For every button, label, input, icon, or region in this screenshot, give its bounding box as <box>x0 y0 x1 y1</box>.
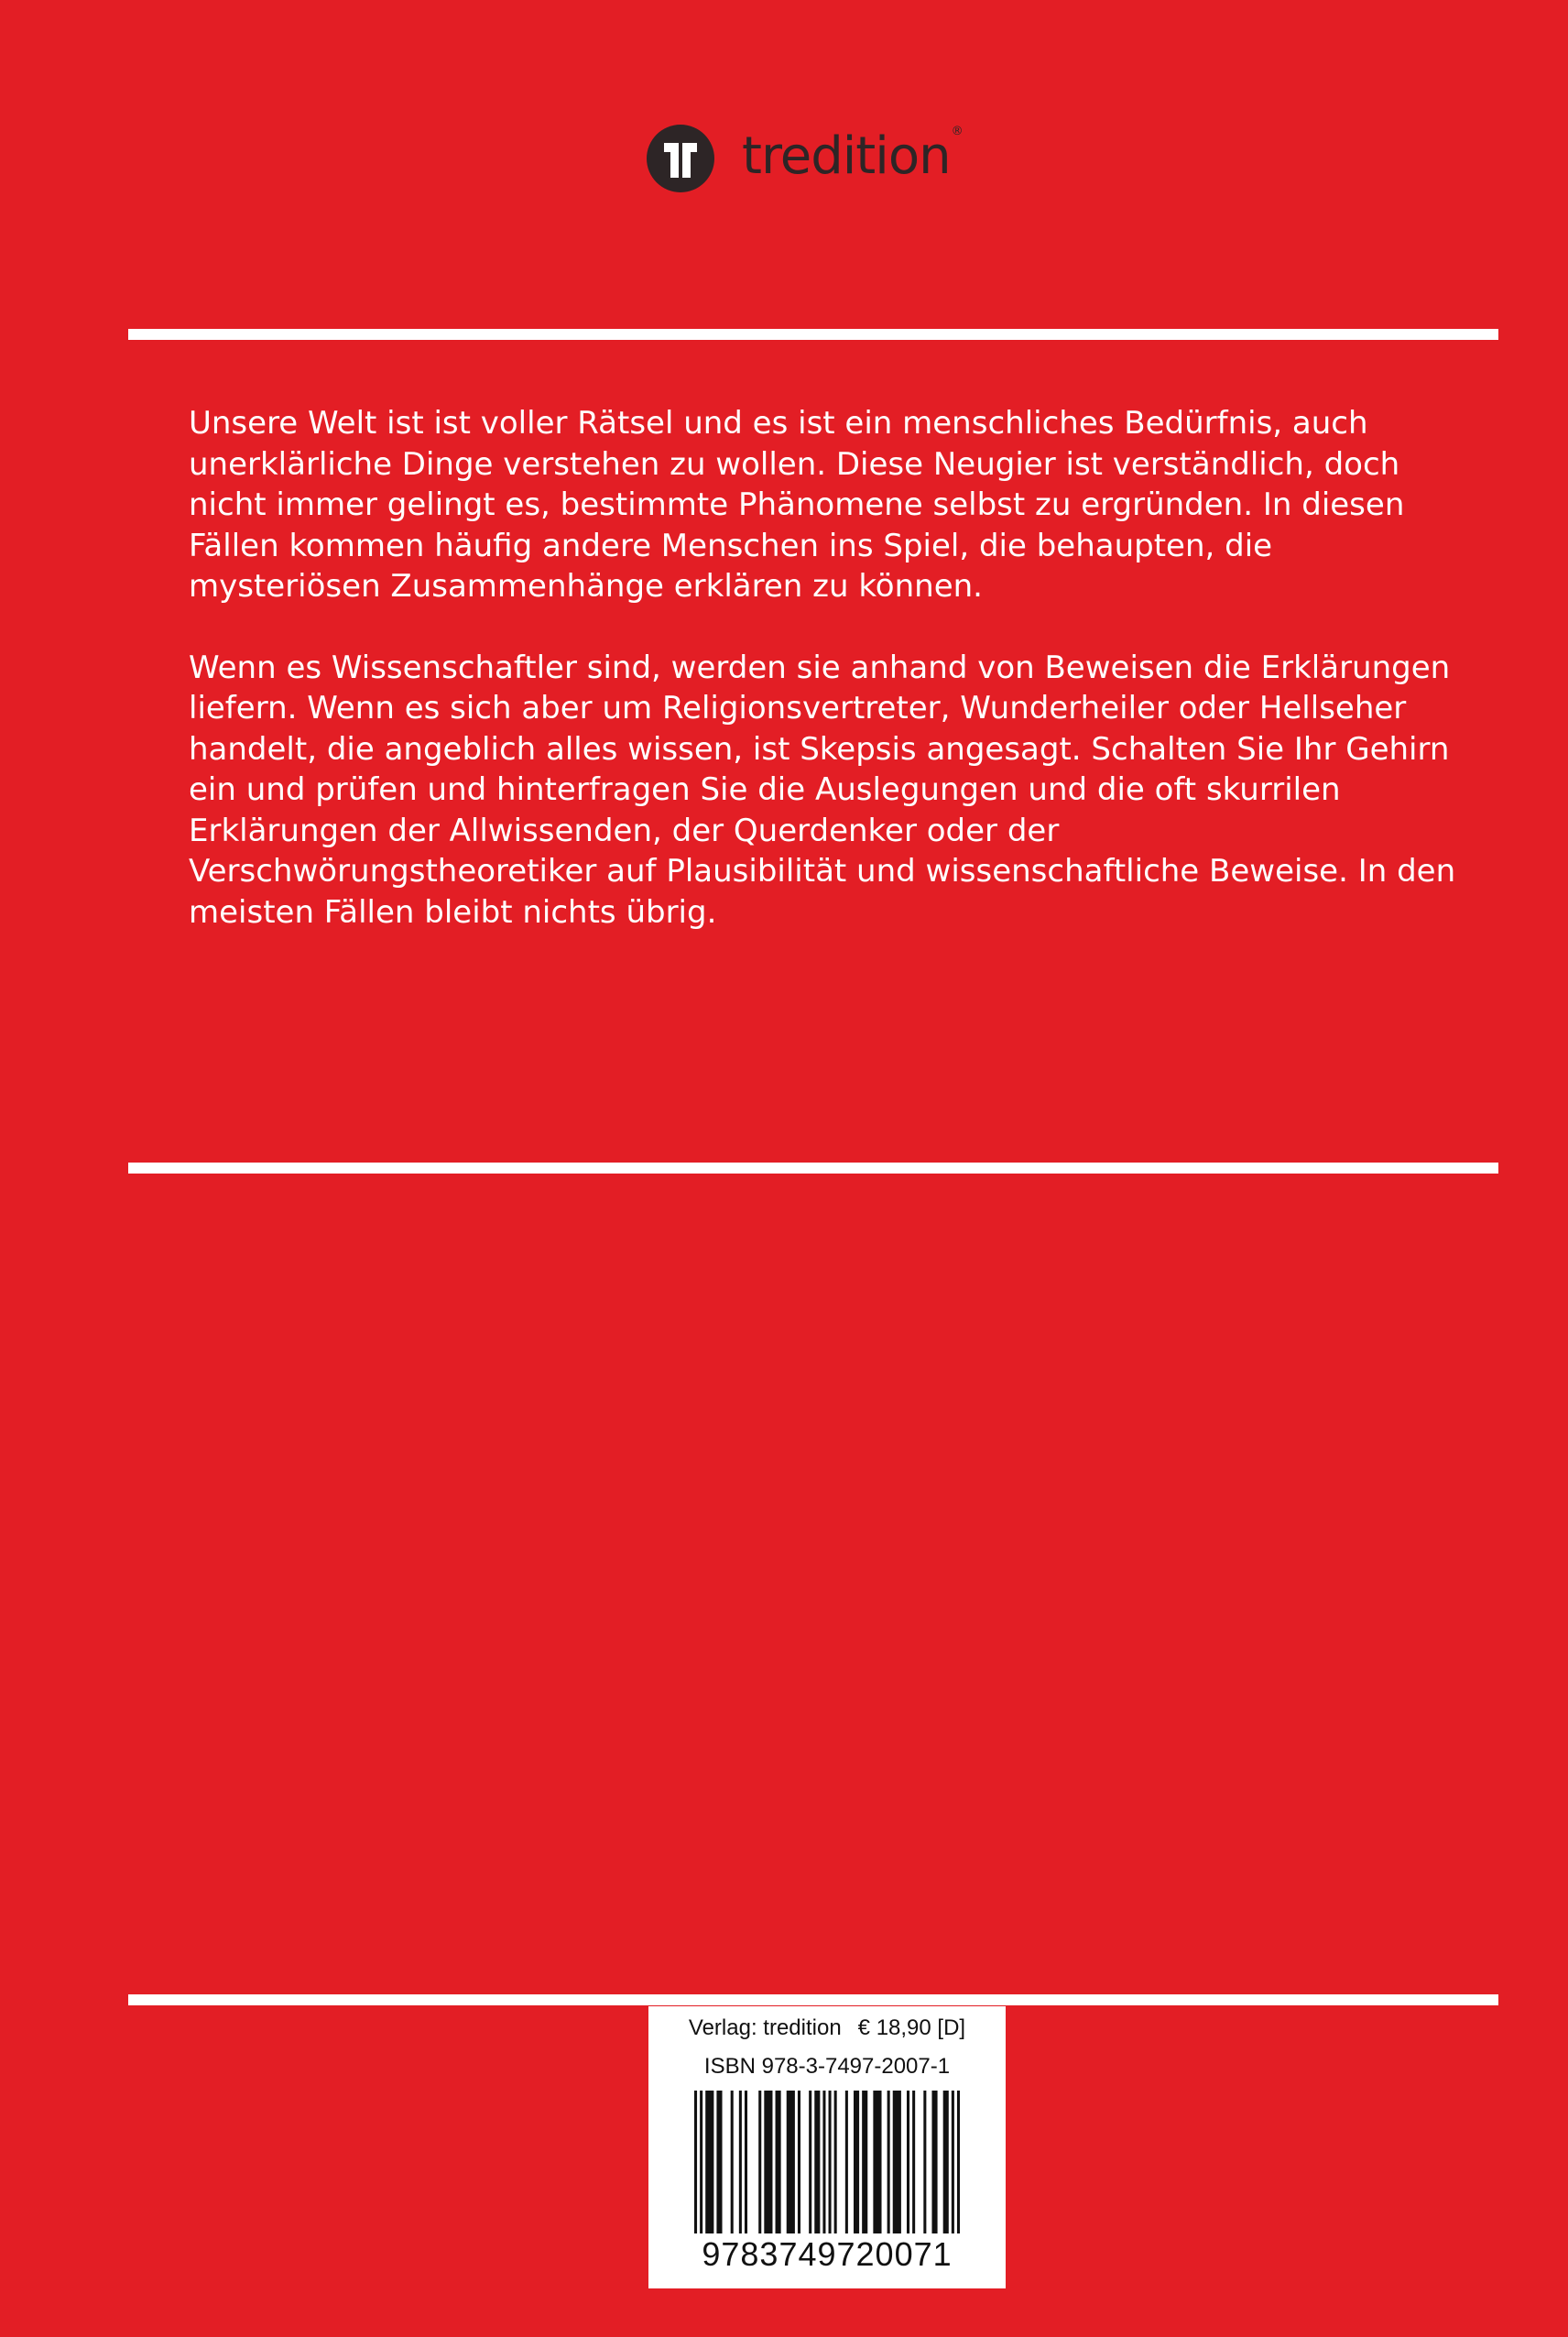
ean-digits: 9783749720071 <box>702 2235 953 2273</box>
publisher-wordmark: tredition <box>742 126 951 186</box>
barcode-bar <box>700 2091 702 2233</box>
barcode-bar <box>814 2091 820 2233</box>
barcode-bar <box>694 2091 697 2233</box>
barcode-bar <box>931 2091 937 2233</box>
barcode-bar <box>758 2091 761 2233</box>
barcode-bar <box>845 2091 848 2233</box>
barcode-bar <box>862 2091 867 2233</box>
barcode-bar <box>957 2091 960 2233</box>
barcode-bar <box>809 2091 811 2233</box>
barcode-bar <box>716 2091 722 2233</box>
publisher-label: Verlag: tredition <box>688 2015 842 2040</box>
isbn: ISBN 978-3-7497-2007-1 <box>703 2054 951 2079</box>
barcode-bar <box>873 2091 881 2233</box>
blurb-text <box>189 403 1471 973</box>
barcode-bar <box>829 2091 832 2233</box>
divider-top <box>128 329 1498 340</box>
divider-bottom <box>128 1994 1498 2005</box>
barcode-bar <box>952 2091 954 2233</box>
barcode-bar <box>854 2091 859 2233</box>
barcode-bar <box>893 2091 901 2233</box>
tredition-t-icon <box>647 125 714 192</box>
blurb-paragraph: Wenn es Wissenschaftler sind, werden sie anhand von Beweisen die Erklärungen liefern. Wenn es sich aber um Religionsvertreter, Wunderheiler oder Hellseher handelt, die angeblich alles wissen, ist Skepsis angesagt. Schalten Sie Ihr Gehirn ein und prüfen und hinterfragen Sie die Auslegungen und die oft skurrilen Erklärungen der Allwissenden, der Querdenker oder der Verschwörungstheoretiker auf Plausibilität und wissenschaftliche Beweise. In den meisten Fällen bleibt nichts übrig. <box>189 649 1456 931</box>
divider-middle <box>128 1163 1498 1174</box>
publisher-price-line <box>648 2015 1006 2041</box>
barcode-bar <box>822 2091 825 2233</box>
barcode-bar <box>887 2091 890 2233</box>
barcode-image <box>694 2091 960 2233</box>
barcode-bar <box>776 2091 781 2233</box>
publisher-logo <box>647 125 964 192</box>
barcode-bar <box>834 2091 837 2233</box>
registered-mark: ® <box>951 124 964 138</box>
barcode-bar <box>739 2091 742 2233</box>
barcode-bar <box>907 2091 909 2233</box>
price: € 18,90 [D] <box>857 2015 966 2040</box>
barcode-bar <box>764 2091 772 2233</box>
barcode-bar <box>912 2091 915 2233</box>
barcode-bar <box>705 2091 713 2233</box>
barcode-bar <box>787 2091 795 2233</box>
barcode-bar <box>731 2091 734 2233</box>
barcode-bar <box>745 2091 747 2233</box>
barcode-bar <box>943 2091 949 2233</box>
barcode-bar <box>923 2091 926 2233</box>
barcode-bar <box>798 2091 800 2233</box>
blurb-paragraph: Unsere Welt ist ist voller Rätsel und es ist ein menschliches Bedürfnis, auch unerklärliche Dinge verstehen zu wollen. Diese Neugier ist verständlich, doch nicht immer gelingt es, bestimmte Phänomene selbst zu ergründen. In diesen Fällen kommen häufig andere Menschen ins Spiel, die behaupten, die mysteriösen Zusammenhänge erklären zu können. <box>189 405 1405 605</box>
barcode-panel <box>648 2006 1006 2288</box>
